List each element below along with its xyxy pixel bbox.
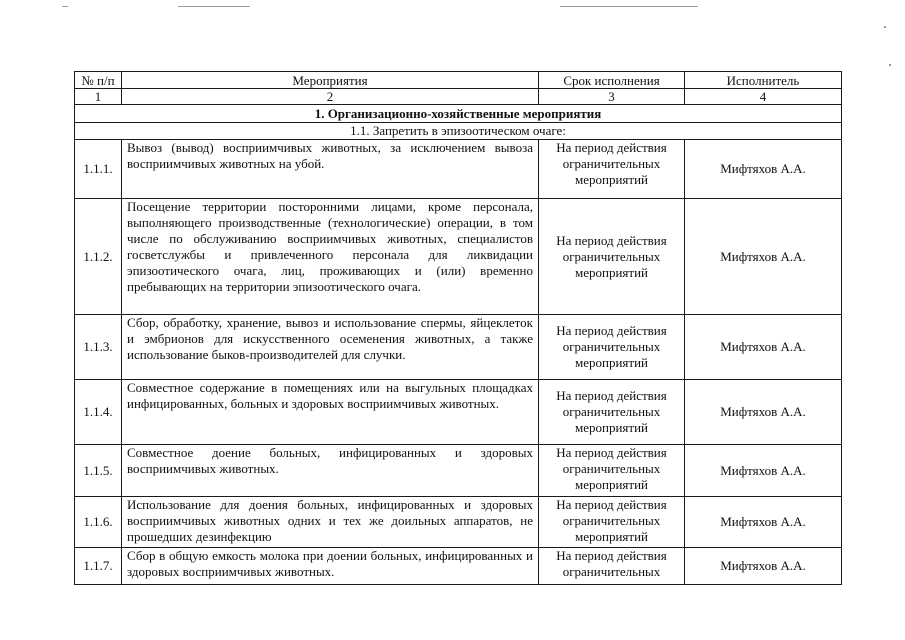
row-number: 1.1.5. xyxy=(75,445,122,497)
row-executor: Мифтяхов А.А. xyxy=(685,315,842,380)
row-number: 1.1.4. xyxy=(75,380,122,445)
header-number: № п/п xyxy=(75,72,122,89)
row-number: 1.1.7. xyxy=(75,548,122,585)
row-deadline: На период действия ограничительных мероприятий xyxy=(539,315,685,380)
row-deadline: На период действия ограничительных мероприятий xyxy=(539,199,685,315)
scan-artifact-line xyxy=(178,6,250,7)
table-row xyxy=(75,497,842,548)
subsection-heading-row xyxy=(75,123,842,140)
row-deadline: На период действия ограничительных мероприятий xyxy=(539,380,685,445)
row-activity: Совместное доение больных, инфицированных и здоровых восприимчивых животных. xyxy=(122,445,539,497)
column-index: 2 xyxy=(122,89,539,105)
scan-artifact-line xyxy=(560,6,698,7)
row-number: 1.1.6. xyxy=(75,497,122,548)
table-row xyxy=(75,548,842,585)
scan-speck xyxy=(884,26,886,28)
row-executor: Мифтяхов А.А. xyxy=(685,497,842,548)
table-header-row xyxy=(75,72,842,89)
column-index: 3 xyxy=(539,89,685,105)
scan-speck xyxy=(889,64,891,66)
row-executor: Мифтяхов А.А. xyxy=(685,380,842,445)
row-activity: Вывоз (вывод) восприимчивых животных, за исключением вывоза восприимчивых животных на убой. xyxy=(122,140,539,199)
column-index: 4 xyxy=(685,89,842,105)
column-index: 1 xyxy=(75,89,122,105)
table-row xyxy=(75,199,842,315)
row-executor: Мифтяхов А.А. xyxy=(685,199,842,315)
row-activity: Сбор в общую емкость молока при доении больных, инфицированных и здоровых восприимчивых животных. xyxy=(122,548,539,585)
row-number: 1.1.3. xyxy=(75,315,122,380)
table-row xyxy=(75,380,842,445)
row-deadline: На период действия ограничительных мероприятий xyxy=(539,497,685,548)
section-heading-row xyxy=(75,105,842,123)
row-deadline: На период действия ограничительных мероприятий xyxy=(539,140,685,199)
row-activity: Посещение территории посторонними лицами, кроме персонала, выполняющего производственные (технологические) операции, в том числе по обслуживанию восприимчивых животных, специалистов госветслужбы и привлеченного персонала для ликвидации эпизоотического очага, лиц, проживающих и (или) временно пребывающих на территории эпизоотического очага. xyxy=(122,199,539,315)
row-executor: Мифтяхов А.А. xyxy=(685,140,842,199)
subsection-title: 1.1. Запретить в эпизоотическом очаге: xyxy=(75,123,842,140)
row-executor: Мифтяхов А.А. xyxy=(685,548,842,585)
row-activity: Сбор, обработку, хранение, вывоз и использование спермы, яйцеклеток и эмбрионов для искусственного осеменения животных, а также использование быков-производителей для случки. xyxy=(122,315,539,380)
column-index-row xyxy=(75,89,842,105)
table-row xyxy=(75,315,842,380)
section-title: 1. Организационно-хозяйственные мероприятия xyxy=(75,105,842,123)
row-activity: Совместное содержание в помещениях или на выгульных площадках инфицированных, больных и здоровых восприимчивых животных. xyxy=(122,380,539,445)
row-number: 1.1.2. xyxy=(75,199,122,315)
row-activity: Использование для доения больных, инфицированных и здоровых восприимчивых животных одних и тех же доильных аппаратов, не прошедших дезинфекцию xyxy=(122,497,539,548)
header-activity: Мероприятия xyxy=(122,72,539,89)
scan-artifact-line xyxy=(62,6,68,7)
action-plan-table xyxy=(74,71,842,585)
table-row xyxy=(75,140,842,199)
header-deadline: Срок исполнения xyxy=(539,72,685,89)
row-deadline: На период действия ограничительных мероприятий xyxy=(539,445,685,497)
row-number: 1.1.1. xyxy=(75,140,122,199)
row-deadline: На период действия ограничительных xyxy=(539,548,685,585)
table-row xyxy=(75,445,842,497)
header-executor: Исполнитель xyxy=(685,72,842,89)
row-executor: Мифтяхов А.А. xyxy=(685,445,842,497)
